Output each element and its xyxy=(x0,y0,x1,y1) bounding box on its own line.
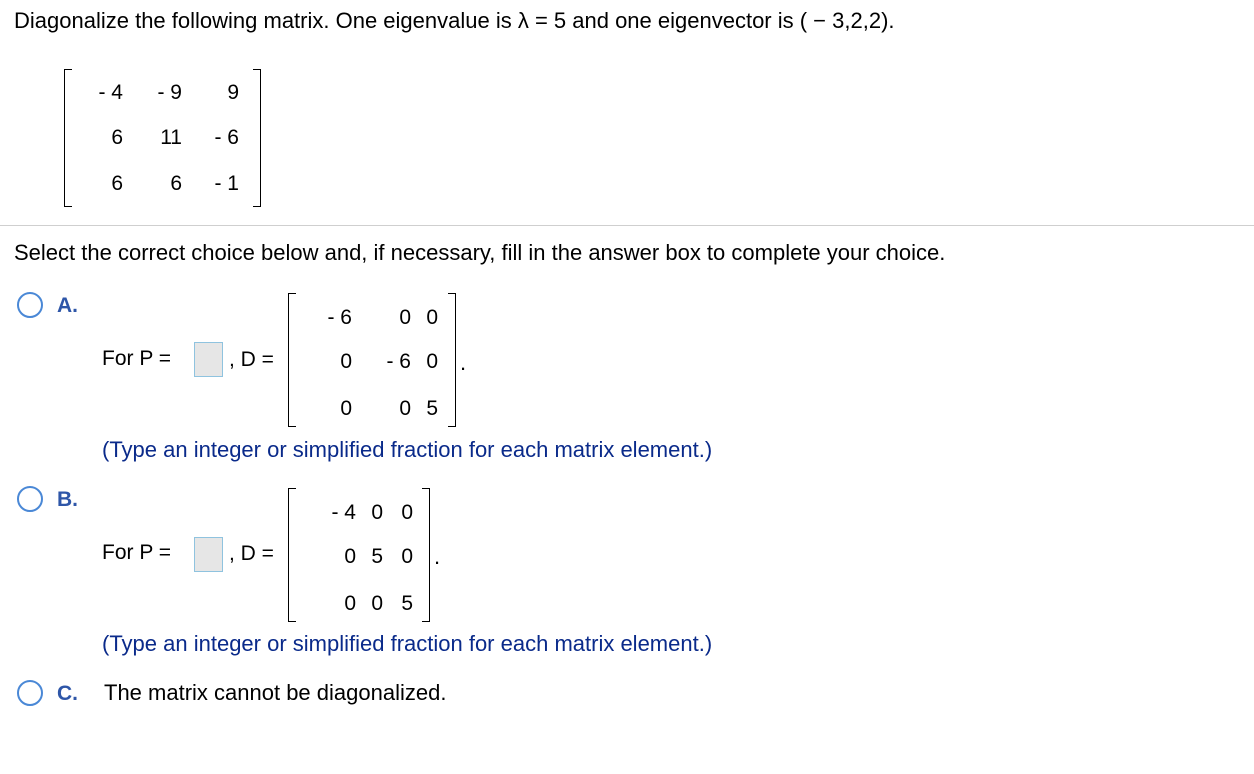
matrix-cell: 0 xyxy=(399,306,411,329)
d-matrix-a xyxy=(288,293,456,427)
choice-b-radio[interactable] xyxy=(17,486,43,512)
choice-c-letter: C. xyxy=(57,682,78,705)
matrix-cell: 0 xyxy=(371,592,383,615)
period: . xyxy=(460,350,467,375)
matrix-cell: 0 xyxy=(426,350,438,373)
matrix-cell: - 6 xyxy=(327,306,352,329)
matrix-cell: - 4 xyxy=(98,81,123,104)
matrix-cell: 0 xyxy=(340,397,352,420)
d-label: , D = xyxy=(229,542,274,565)
matrix-cell: 11 xyxy=(160,126,182,149)
right-bracket xyxy=(422,488,430,622)
d-matrix-b xyxy=(288,488,430,622)
matrix-cell: 0 xyxy=(401,545,413,568)
choice-a-letter: A. xyxy=(57,294,78,317)
matrix-cell: 0 xyxy=(344,592,356,615)
matrix-cell: - 4 xyxy=(331,501,356,524)
matrix-cell: - 9 xyxy=(157,81,182,104)
choice-c-text: The matrix cannot be diagonalized. xyxy=(104,680,447,705)
matrix-cell: - 6 xyxy=(214,126,239,149)
question-text: Diagonalize the following matrix. One eigenvalue is λ = 5 and one eigenvector is ( − 3,2,2). xyxy=(14,8,895,33)
matrix-cell: - 6 xyxy=(386,350,411,373)
instruction-text: Select the correct choice below and, if necessary, fill in the answer box to complete your choice. xyxy=(14,240,946,265)
choice-b-letter: B. xyxy=(57,488,78,511)
matrix-cell: 0 xyxy=(401,501,413,524)
matrix-cell: 0 xyxy=(340,350,352,373)
matrix-cell: 5 xyxy=(401,592,413,615)
right-bracket xyxy=(448,293,456,427)
left-bracket xyxy=(288,488,296,622)
section-divider xyxy=(0,225,1254,226)
matrix-cell: 9 xyxy=(227,81,239,104)
matrix-cell: 5 xyxy=(426,397,438,420)
matrix-cell: 0 xyxy=(344,545,356,568)
choice-a-hint: (Type an integer or simplified fraction for each matrix element.) xyxy=(102,437,713,462)
for-p-label: For P = xyxy=(102,541,172,564)
left-bracket xyxy=(288,293,296,427)
p-answer-box[interactable] xyxy=(194,342,223,377)
matrix-cell: 0 xyxy=(371,501,383,524)
matrix-cell: 0 xyxy=(399,397,411,420)
choice-b-hint: (Type an integer or simplified fraction for each matrix element.) xyxy=(102,631,713,656)
right-bracket xyxy=(253,69,261,207)
question-matrix xyxy=(64,69,261,207)
matrix-cell: 5 xyxy=(371,545,383,568)
choice-c-radio[interactable] xyxy=(17,680,43,706)
matrix-cell: 6 xyxy=(111,126,123,149)
d-label: , D = xyxy=(229,348,274,371)
matrix-cell: - 1 xyxy=(214,172,239,195)
for-p-label: For P = xyxy=(102,347,172,370)
left-bracket xyxy=(64,69,72,207)
p-answer-box[interactable] xyxy=(194,537,223,572)
matrix-cell: 6 xyxy=(170,172,182,195)
matrix-cell: 6 xyxy=(111,172,123,195)
choice-a-radio[interactable] xyxy=(17,292,43,318)
matrix-cell: 0 xyxy=(426,306,438,329)
period: . xyxy=(434,544,441,569)
